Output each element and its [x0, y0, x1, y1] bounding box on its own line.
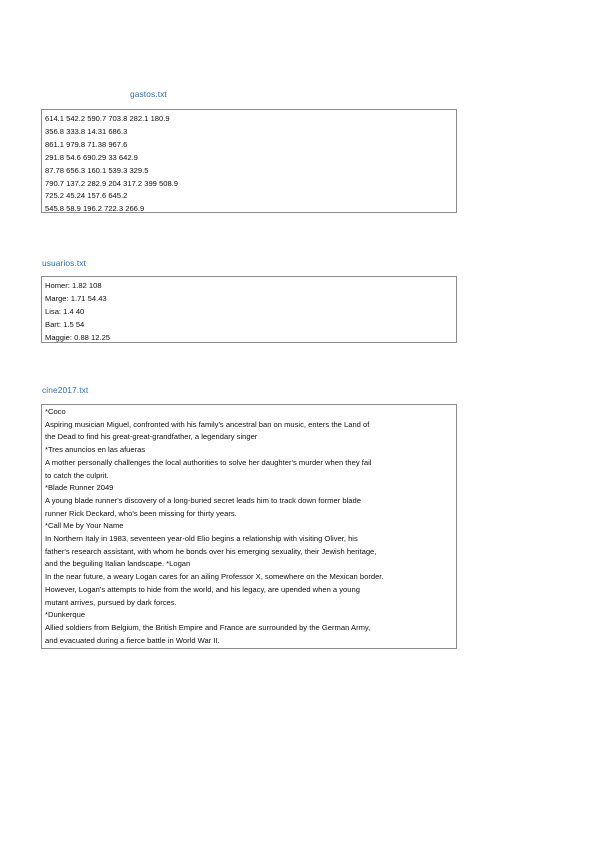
gastos-line: 545.8 58.9 196.2 722.3 266.9	[45, 204, 145, 214]
cine-line: *Coco	[45, 407, 66, 416]
gastos-line: 725.2 45.24 157.6 645.2	[45, 191, 128, 201]
gastos-file-title: gastos.txt	[130, 89, 167, 99]
cine-line: In the near future, a weary Logan cares for an ailing Professor X, somewhere on the Mexican border.	[45, 572, 384, 582]
usuarios-line: Bart: 1.5 54	[45, 319, 85, 329]
cine-line: *Tres anuncios en las afueras	[45, 445, 146, 455]
gastos-line: 291.8 54.6 690.29 33 642.9	[45, 152, 138, 162]
usuarios-file-title: usuarios.txt	[42, 258, 87, 268]
usuarios-file-content	[41, 276, 457, 343]
gastos-file-content	[41, 109, 457, 213]
usuarios-line: Maggie: 0.88 12.25	[45, 332, 111, 342]
gastos-line: 614.1 542.2 590.7 703.8 282.1 180.9	[45, 114, 170, 123]
cine-line: *Blade Runner 2049	[45, 483, 114, 493]
cine-file-title: cine2017.txt	[42, 385, 89, 395]
cine-line: A mother personally challenges the local authorities to solve her daughter's murder when they fail	[45, 457, 372, 467]
cine-line: the Dead to find his great-great-grandfather, a legendary singer	[45, 432, 258, 442]
cine-line: *Dunkerque	[45, 610, 86, 620]
gastos-line: 861.1 979.8 71.38 967.6	[45, 139, 128, 149]
gastos-line: 790.7 137.2 282.9 204 317.2 399 508.9	[45, 178, 179, 188]
cine-line: A young blade runner's discovery of a long-buried secret leads him to track down former blade	[45, 495, 361, 505]
cine-line: to catch the culprit.	[45, 470, 109, 480]
usuarios-line: Homer: 1.82 108	[45, 281, 102, 290]
cine-line: Allied soldiers from Belgium, the British Empire and France are surrounded by the German Army,	[45, 622, 371, 632]
cine-line: Aspiring musician Miguel, confronted with his family's ancestral ban on music, enters the Land of	[45, 419, 370, 429]
cine-line: father's research assistant, with whom he bonds over his emerging sexuality, their Jewish heritage,	[45, 546, 377, 556]
cine-line: In Northern Italy in 1983, seventeen year-old Elio begins a relationship with visiting Oliver, his	[45, 534, 358, 544]
cine-line: and the beguiling Italian landscape. *Logan	[45, 559, 191, 569]
gastos-line: 356.8 333.8 14.31 686.3	[45, 126, 128, 136]
gastos-line: 87.78 656.3 160.1 539.3 329.5	[45, 165, 149, 175]
cine-line: However, Logan's attempts to hide from the world, and his legacy, are upended when a young	[45, 584, 360, 594]
cine-file-content	[41, 404, 457, 649]
cine-line: and evacuated during a fierce battle in World War II.	[45, 635, 220, 645]
cine-line: mutant arrives, pursued by dark forces.	[45, 597, 177, 607]
cine-line: runner Rick Deckard, who's been missing for thirty years.	[45, 508, 237, 518]
usuarios-line: Marge: 1.71 54.43	[45, 293, 107, 303]
cine-line: *Call Me by Your Name	[45, 521, 124, 531]
usuarios-line: Lisa: 1.4 40	[45, 306, 85, 316]
